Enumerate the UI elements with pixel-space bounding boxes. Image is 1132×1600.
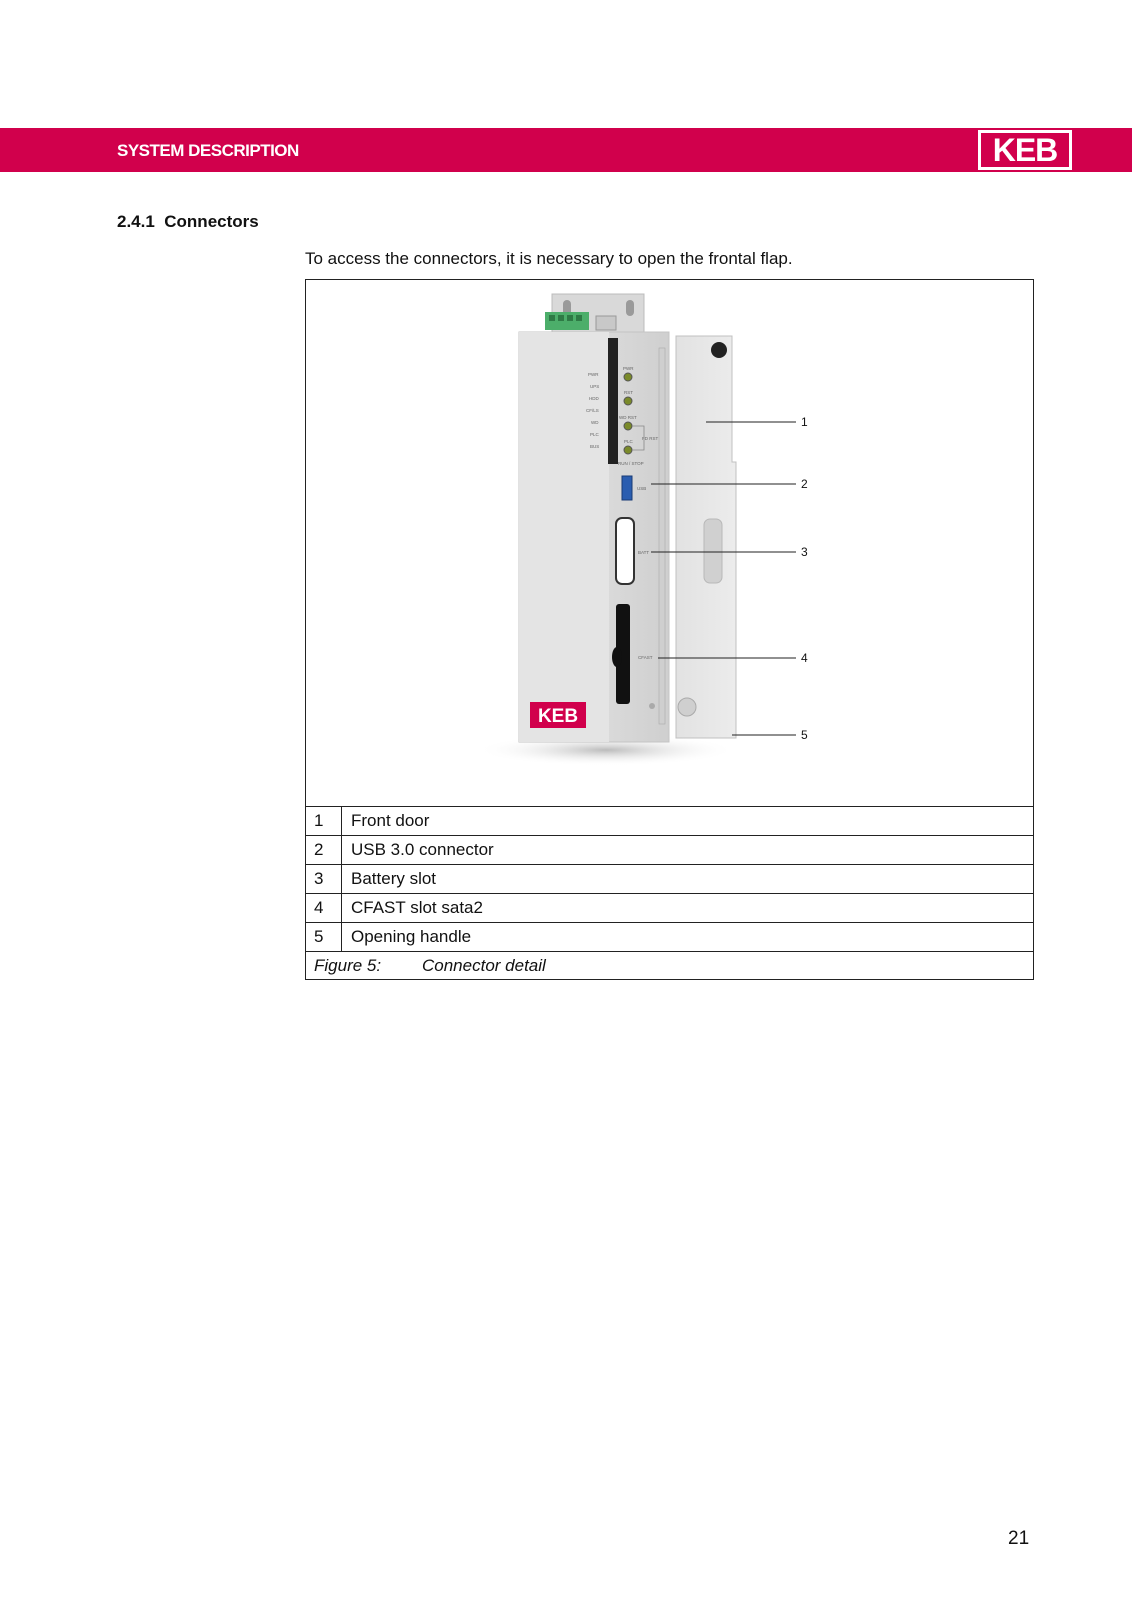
- figure-table: [305, 279, 1034, 980]
- legend-row: [306, 922, 1033, 952]
- callout-5: 5: [801, 728, 808, 742]
- legend-text: Front door: [351, 811, 430, 830]
- intro-paragraph: To access the connectors, it is necessary to open the frontal flap.: [305, 249, 793, 268]
- legend-text: Opening handle: [351, 927, 472, 946]
- keb-logo-text: KEB: [981, 133, 1069, 167]
- legend-row: [306, 864, 1033, 894]
- led-label-hdd: HDD: [589, 396, 599, 401]
- terminal-screw-3: [567, 315, 573, 321]
- device-screw: [649, 703, 655, 709]
- legend-text: CFAST slot sata2: [351, 898, 483, 917]
- led-label-cfls: CF/LS: [586, 408, 599, 413]
- figure-image-area: [306, 280, 1033, 807]
- led-label-wd: WD: [591, 420, 599, 425]
- terminal-screw-4: [576, 315, 582, 321]
- legend-text: USB 3.0 connector: [351, 840, 494, 859]
- label-fd-rst: FD RST: [642, 436, 659, 441]
- terminal-screw-1: [549, 315, 555, 321]
- label-rst: RST: [624, 390, 633, 395]
- terminal-screw-2: [558, 315, 564, 321]
- legend-row: [306, 835, 1033, 865]
- caption-label: Figure 5:: [314, 956, 382, 975]
- section-title: Connectors: [164, 212, 259, 231]
- legend-text: Battery slot: [351, 869, 437, 888]
- led-label-plc: PLC: [590, 432, 599, 437]
- usb-port: [622, 476, 632, 500]
- label-wd-rst: WD RST: [619, 415, 637, 420]
- callout-4: 4: [801, 651, 808, 665]
- device-side-panel: [519, 332, 609, 742]
- door-hinge: [659, 348, 665, 724]
- label-run-stop: RUN / STOP: [618, 461, 644, 466]
- led-plc: [624, 446, 632, 454]
- legend-row: [306, 893, 1033, 923]
- led-label-pwr: PWR: [588, 372, 599, 377]
- led-label-ups: UPS: [590, 384, 600, 389]
- header-title: SYSTEM DESCRIPTION: [117, 141, 299, 160]
- led-strip: [608, 338, 618, 464]
- callout-numbers: [801, 415, 808, 742]
- callout-2: 2: [801, 477, 808, 491]
- section-heading: [117, 212, 259, 232]
- top-connector: [596, 316, 616, 330]
- battery-slot: [616, 518, 634, 584]
- door-knob: [711, 342, 727, 358]
- section-number: 2.4.1: [117, 212, 155, 231]
- keb-logo: [978, 130, 1072, 170]
- callout-3: 3: [801, 545, 808, 559]
- label-usb: USB: [637, 486, 647, 491]
- led-wd-rst: [624, 422, 632, 430]
- label-cfast: CFAST: [638, 655, 653, 660]
- figure-caption: [306, 951, 1033, 980]
- legend-number: 4: [306, 893, 342, 922]
- caption-text: Connector detail: [422, 956, 546, 975]
- led-pwr: [624, 373, 632, 381]
- callout-1: 1: [801, 415, 808, 429]
- legend-row: [306, 806, 1033, 836]
- header-band-end: [1082, 128, 1122, 172]
- legend-number: 1: [306, 806, 342, 835]
- label-batt: BATT: [638, 550, 650, 555]
- device-keb-text: KEB: [537, 706, 579, 727]
- page-number: 21: [1008, 1528, 1030, 1549]
- led-label-bus: BUS: [590, 444, 600, 449]
- label-plc: PLC: [624, 439, 633, 444]
- legend-number: 5: [306, 922, 342, 951]
- bracket-hole-right: [626, 300, 634, 316]
- device-illustration: [306, 280, 1033, 806]
- door-window: [704, 519, 722, 583]
- label-pwr: PWR: [623, 366, 634, 371]
- legend-number: 3: [306, 864, 342, 893]
- legend-number: 2: [306, 835, 342, 864]
- opening-handle: [678, 698, 696, 716]
- cfast-slot-grip: [612, 647, 622, 667]
- led-rst: [624, 397, 632, 405]
